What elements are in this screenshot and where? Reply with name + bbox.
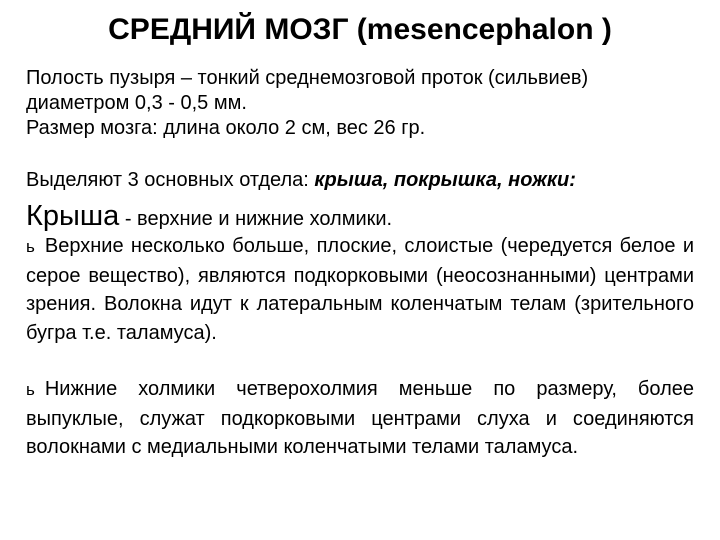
roof-description: - верхние и нижние холмики. [119, 208, 393, 230]
intro-line-size: Размер мозга: длина около 2 см, вес 26 гр. [26, 117, 426, 139]
slide-title: СРЕДНИЙ МОЗГ (mesencephalon ) [108, 13, 612, 46]
paragraph-text: Нижние холмики четверохолмия меньше по размеру, более выпуклые, служат подкорковыми центрами слуха и соединяются волокнами с медиальными коленчатыми телами таламуса. [26, 378, 694, 458]
intro-line-cavity: Полость пузыря – тонкий среднемозговой проток (сильвиев) [26, 67, 589, 89]
sections-line [26, 168, 706, 193]
paragraph-lower-colliculi [26, 375, 694, 462]
bullet-marker: ь [26, 237, 35, 256]
paragraph-text: Верхние несколько больше, плоские, слоистые (чередуется белое и серое вещество), являются подкорковыми (неосознанными) центрами зрения. Волокна идут к латеральным коленчатым телам (зрительного бугра т.е. таламуса). [26, 235, 694, 344]
sections-items: крыша, покрышка, ножки: [314, 169, 576, 191]
bullet-marker: ь [26, 380, 35, 399]
paragraph-upper-colliculi [26, 232, 694, 347]
intro-line-diameter: диаметром 0,3 - 0,5 мм. [26, 92, 247, 114]
roof-heading: Крыша [26, 200, 120, 232]
sections-lead: Выделяют 3 основных отдела: [26, 169, 315, 191]
intro-block [26, 66, 706, 141]
